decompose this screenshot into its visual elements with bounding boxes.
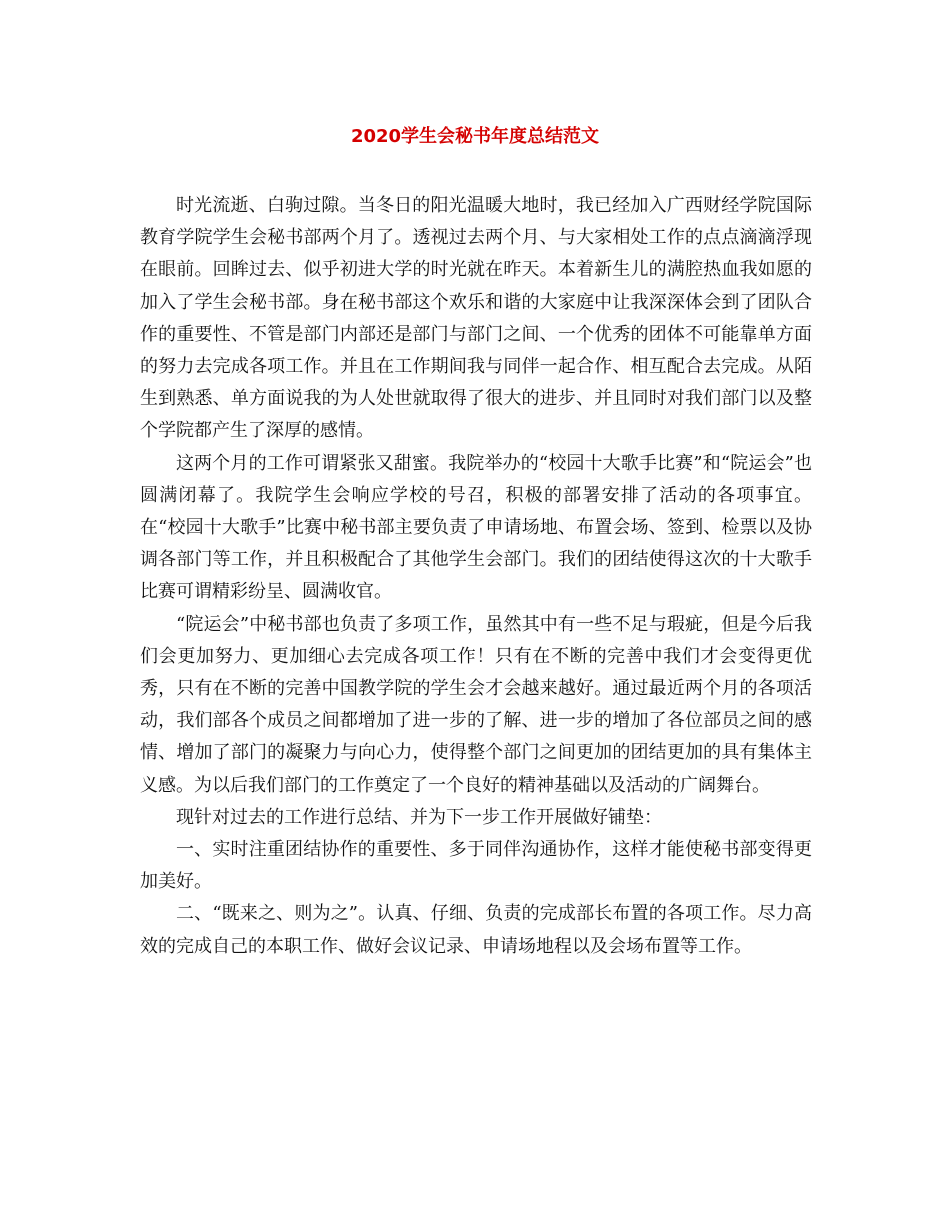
paragraph-6: 二、“既来之、则为之”。认真、仔细、负责的完成部长布置的各项工作。尽力高效的完成自己的本职工作、做好会议记录、申请场地程以及会场布置等工作。 [140,903,812,957]
paragraph-5: 一、实时注重团结协作的重要性、多于同伴沟通协作，这样才能使秘书部变得更加美好。 [140,839,812,893]
paragraph-4: 现针对过去的工作进行总结、并为下一步工作开展做好铺垫： [176,806,662,828]
document-body [140,190,812,963]
document-title: 2020学生会秘书年度总结范文 [350,126,600,147]
paragraph-3: “院运会”中秘书部也负责了多项工作，虽然其中有一些不足与瑕疵，但是今后我们会更加努力、更加细心去完成各项工作！只有在不断的完善中我们才会变得更优秀，只有在不断的完善中国教学院的学生会才会越来越好。通过最近两个月的各项活动，我们部各个成员之间都增加了进一步的了解、进一步的增加了各位部员之间的感情、增加了部门的凝聚力与向心力，使得整个部门之间更加的团结更加的具有集体主义感。为以后我们部门的工作奠定了一个良好的精神基础以及活动的广阔舞台。 [140,613,812,796]
paragraph-1: 时光流逝、白驹过隙。当冬日的阳光温暖大地时，我已经加入广西财经学院国际教育学院学生会秘书部两个月了。透视过去两个月、与大家相处工作的点点滴滴浮现在眼前。回眸过去、似乎初进大学的时光就在昨天。本着新生儿的满腔热血我如愿的加入了学生会秘书部。身在秘书部这个欢乐和谐的大家庭中让我深深体会到了团队合作的重要性、不管是部门内部还是部门与部门之间、一个优秀的团体不可能靠单方面的努力去完成各项工作。并且在工作期间我与同伴一起合作、相互配合去完成。从陌生到熟悉、单方面说我的为人处世就取得了很大的进步、并且同时对我们部门以及整个学院都产生了深厚的感情。 [140,195,812,442]
paragraph-2: 这两个月的工作可谓紧张又甜蜜。我院举办的“校园十大歌手比赛”和“院运会”也圆满闭幕了。我院学生会响应学校的号召，积极的部署安排了活动的各项事宜。在“校园十大歌手”比赛中秘书部主要负责了申请场地、布置会场、签到、检票以及协调各部门等工作，并且积极配合了其他学生会部门。我们的团结使得这次的十大歌手比赛可谓精彩纷呈、圆满收官。 [140,452,812,603]
